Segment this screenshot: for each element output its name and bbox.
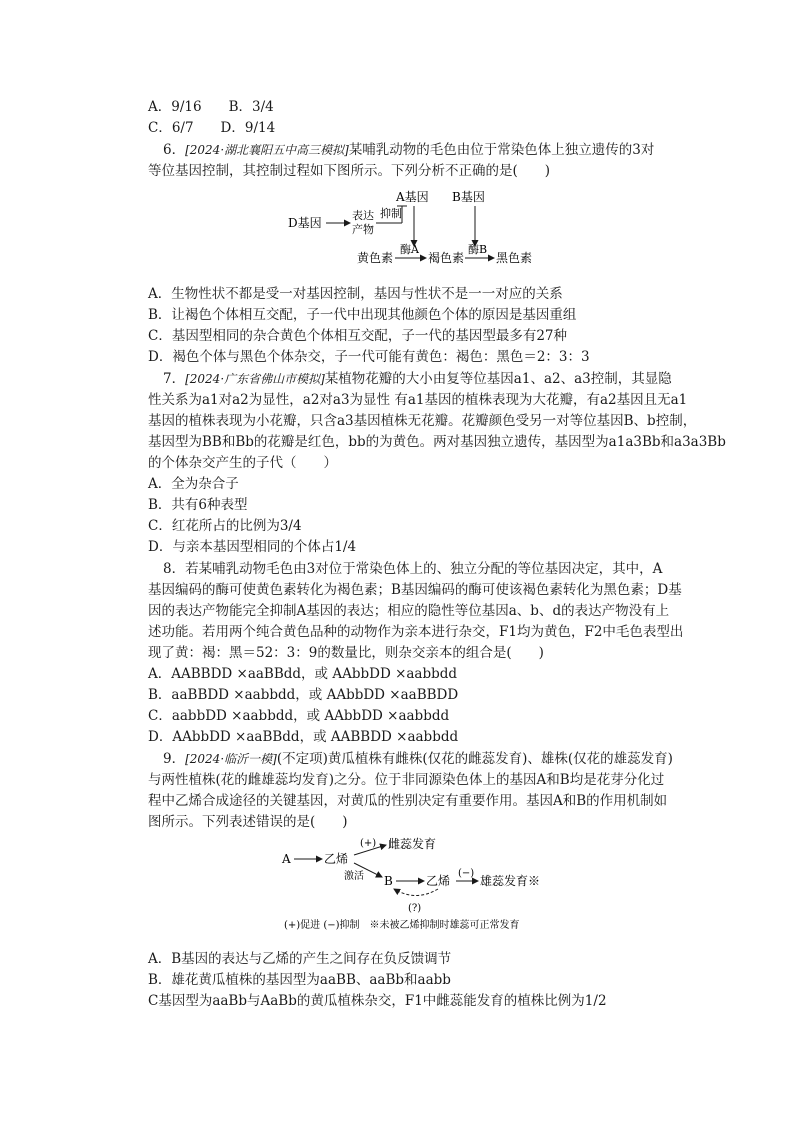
activate-label: 激活 xyxy=(344,871,364,882)
stem-text: 某植物花瓣的大小由复等位基因a1、a2、a3控制，其显隐 xyxy=(324,371,672,387)
yellow-pigment: 黄色素 xyxy=(357,251,394,265)
question-number: 9． xyxy=(163,751,186,767)
option-b: B．共有6种表型 xyxy=(148,497,248,513)
option-c: C．aabbDD ×aabbdd，或 AAbbDD ×aabbdd xyxy=(148,708,450,724)
stem-text: 现了黄：褐：黑＝52：3：9的数量比，则杂交亲本的组合是( ) xyxy=(148,645,544,661)
option-a: A．AABBDD ×aaBBdd，或 AAbbDD ×aabbdd xyxy=(148,666,458,682)
question-source: [2024·广东省佛山市模拟] xyxy=(185,372,325,386)
stem-text: 与两性植株(花的雌雄蕊均发育)之分。位于非同源染色体上的基因A和B均是花芽分化过 xyxy=(148,772,665,788)
option-b: B．aaBBDD ×aabbdd，或 AAbbDD ×aaBBDD xyxy=(148,687,459,703)
question-source: [2024·临沂一模] xyxy=(185,752,277,766)
stem-text: (不定项)黄瓜植株有雌株(仅花的雌蕊发育)、雄株(仅花的雄蕊发育) xyxy=(276,751,673,767)
d-gene-label: D基因 xyxy=(288,216,322,230)
stem-text: 基因型为BB和Bb的花瓣是红色，bb的为黄色。两对基因独立遗传，基因型为a1a3Bb和a3a3Bb xyxy=(148,434,726,450)
gene-control-diagram xyxy=(284,186,544,270)
enzyme-b-label: 酶B xyxy=(468,243,488,256)
question-stem xyxy=(163,749,673,769)
option-d: D．褐色个体与黑色个体杂交，子一代可能有黄色：褐色：黑色＝2：3：3 xyxy=(148,349,590,365)
stem-text: 基因的植株表现为小花瓣，只含a3基因植株无花瓣。花瓣颜色受另一对等位基因B、b控制， xyxy=(148,413,697,429)
stem-text: 因的表达产物能完全抑制A基因的表达；相应的隐性等位基因a、b、d的表达产物没有上 xyxy=(148,603,670,619)
choice-line: C．6/7 D．9/14 xyxy=(148,120,276,136)
enzyme-a-label: 酶A xyxy=(400,243,419,256)
diagram-legend: (+)促进 (−)抑制 ※未被乙烯抑制时雄蕊可正常发育 xyxy=(284,920,520,931)
stem-text: 程中乙烯合成途径的关键基因，对黄瓜的性别决定有重要作用。基因A和B的作用机制如 xyxy=(148,793,668,809)
inhibit-label: 抑制 xyxy=(380,207,402,220)
inhibit-sign: (−) xyxy=(458,868,475,879)
question-number: 7． xyxy=(163,371,186,387)
stem-text: 性关系为a1对a2为显性，a2对a3为显性 有a1基因的植株表现为大花瓣，有a2基因且无a1 xyxy=(148,392,688,408)
a-gene-label: A基因 xyxy=(396,190,429,204)
option-b: B．雄花黄瓜植株的基因型为aaBB、aaBb和aabb xyxy=(148,972,451,988)
black-pigment: 黑色素 xyxy=(496,251,533,265)
question-source: [2024·湖北襄阳五中高三模拟] xyxy=(185,143,349,157)
option-a: A．全为杂合子 xyxy=(148,476,239,492)
option-a: A．B基因的表达与乙烯的产生之间存在负反馈调节 xyxy=(148,951,452,967)
option-b: B．让褐色个体相互交配，子一代中出现其他颜色个体的原因是基因重组 xyxy=(148,307,577,323)
male-development: 雄蕊发育※ xyxy=(480,874,541,888)
option-c: C基因型为aaBb与AaBb的黄瓜植株杂交，F1中雌蕊能发育的植株比例为1/2 xyxy=(148,993,607,1009)
stem-text: 述功能。若用两个纯合黄色品种的动物作为亲本进行杂交，F1均为黄色，F2中毛色表型出 xyxy=(148,624,684,640)
expression-label: 表达 xyxy=(352,209,374,222)
female-development: 雌蕊发育 xyxy=(388,837,437,851)
question-number: 6． xyxy=(163,142,186,158)
b-gene-label: B基因 xyxy=(452,190,485,204)
promote-sign: (+) xyxy=(360,838,377,849)
ethylene-node-2: 乙烯 xyxy=(426,874,451,888)
ethylene-mechanism-diagram xyxy=(278,836,568,936)
option-d: D．与亲本基因型相同的个体占1/4 xyxy=(148,539,357,555)
stem-text: 图所示。下列表述错误的是( ) xyxy=(148,814,348,830)
option-c: C．红花所占的比例为3/4 xyxy=(148,518,302,534)
option-c: C．基因型相同的杂合黄色个体相互交配，子一代的基因型最多有27种 xyxy=(148,328,568,344)
choice-line: A．9/16 B．3/4 xyxy=(148,99,274,115)
option-a: A．生物性状不都是受一对基因控制，基因与性状不是一一对应的关系 xyxy=(148,286,563,302)
stem-text: 8．若某哺乳动物毛色由3对位于常染色体上的、独立分配的等位基因决定，其中，A xyxy=(163,561,663,577)
product-label: 产物 xyxy=(352,223,374,236)
stem-text: 等位基因控制，其控制过程如下图所示。下列分析不正确的是( ) xyxy=(148,163,551,179)
unknown-feedback-sign: (?) xyxy=(408,903,422,914)
stem-text: 基因编码的酶可使黄色素转化为褐色素；B基因编码的酶可使该褐色素转化为黑色素；D基 xyxy=(148,582,682,598)
gene-b-node: B xyxy=(384,874,393,888)
gene-a-node: A xyxy=(282,852,291,866)
question-stem xyxy=(163,369,672,389)
question-stem xyxy=(163,140,654,160)
stem-text: 某哺乳动物的毛色由位于常染色体上独立遗传的3对 xyxy=(348,142,655,158)
stem-text: 的个体杂交产生的子代（ ） xyxy=(148,455,337,471)
brown-pigment: 褐色素 xyxy=(428,251,465,265)
option-d: D．AAbbDD ×aaBBdd，或 AABBDD ×aabbdd xyxy=(148,729,459,745)
ethylene-node: 乙烯 xyxy=(324,852,349,866)
